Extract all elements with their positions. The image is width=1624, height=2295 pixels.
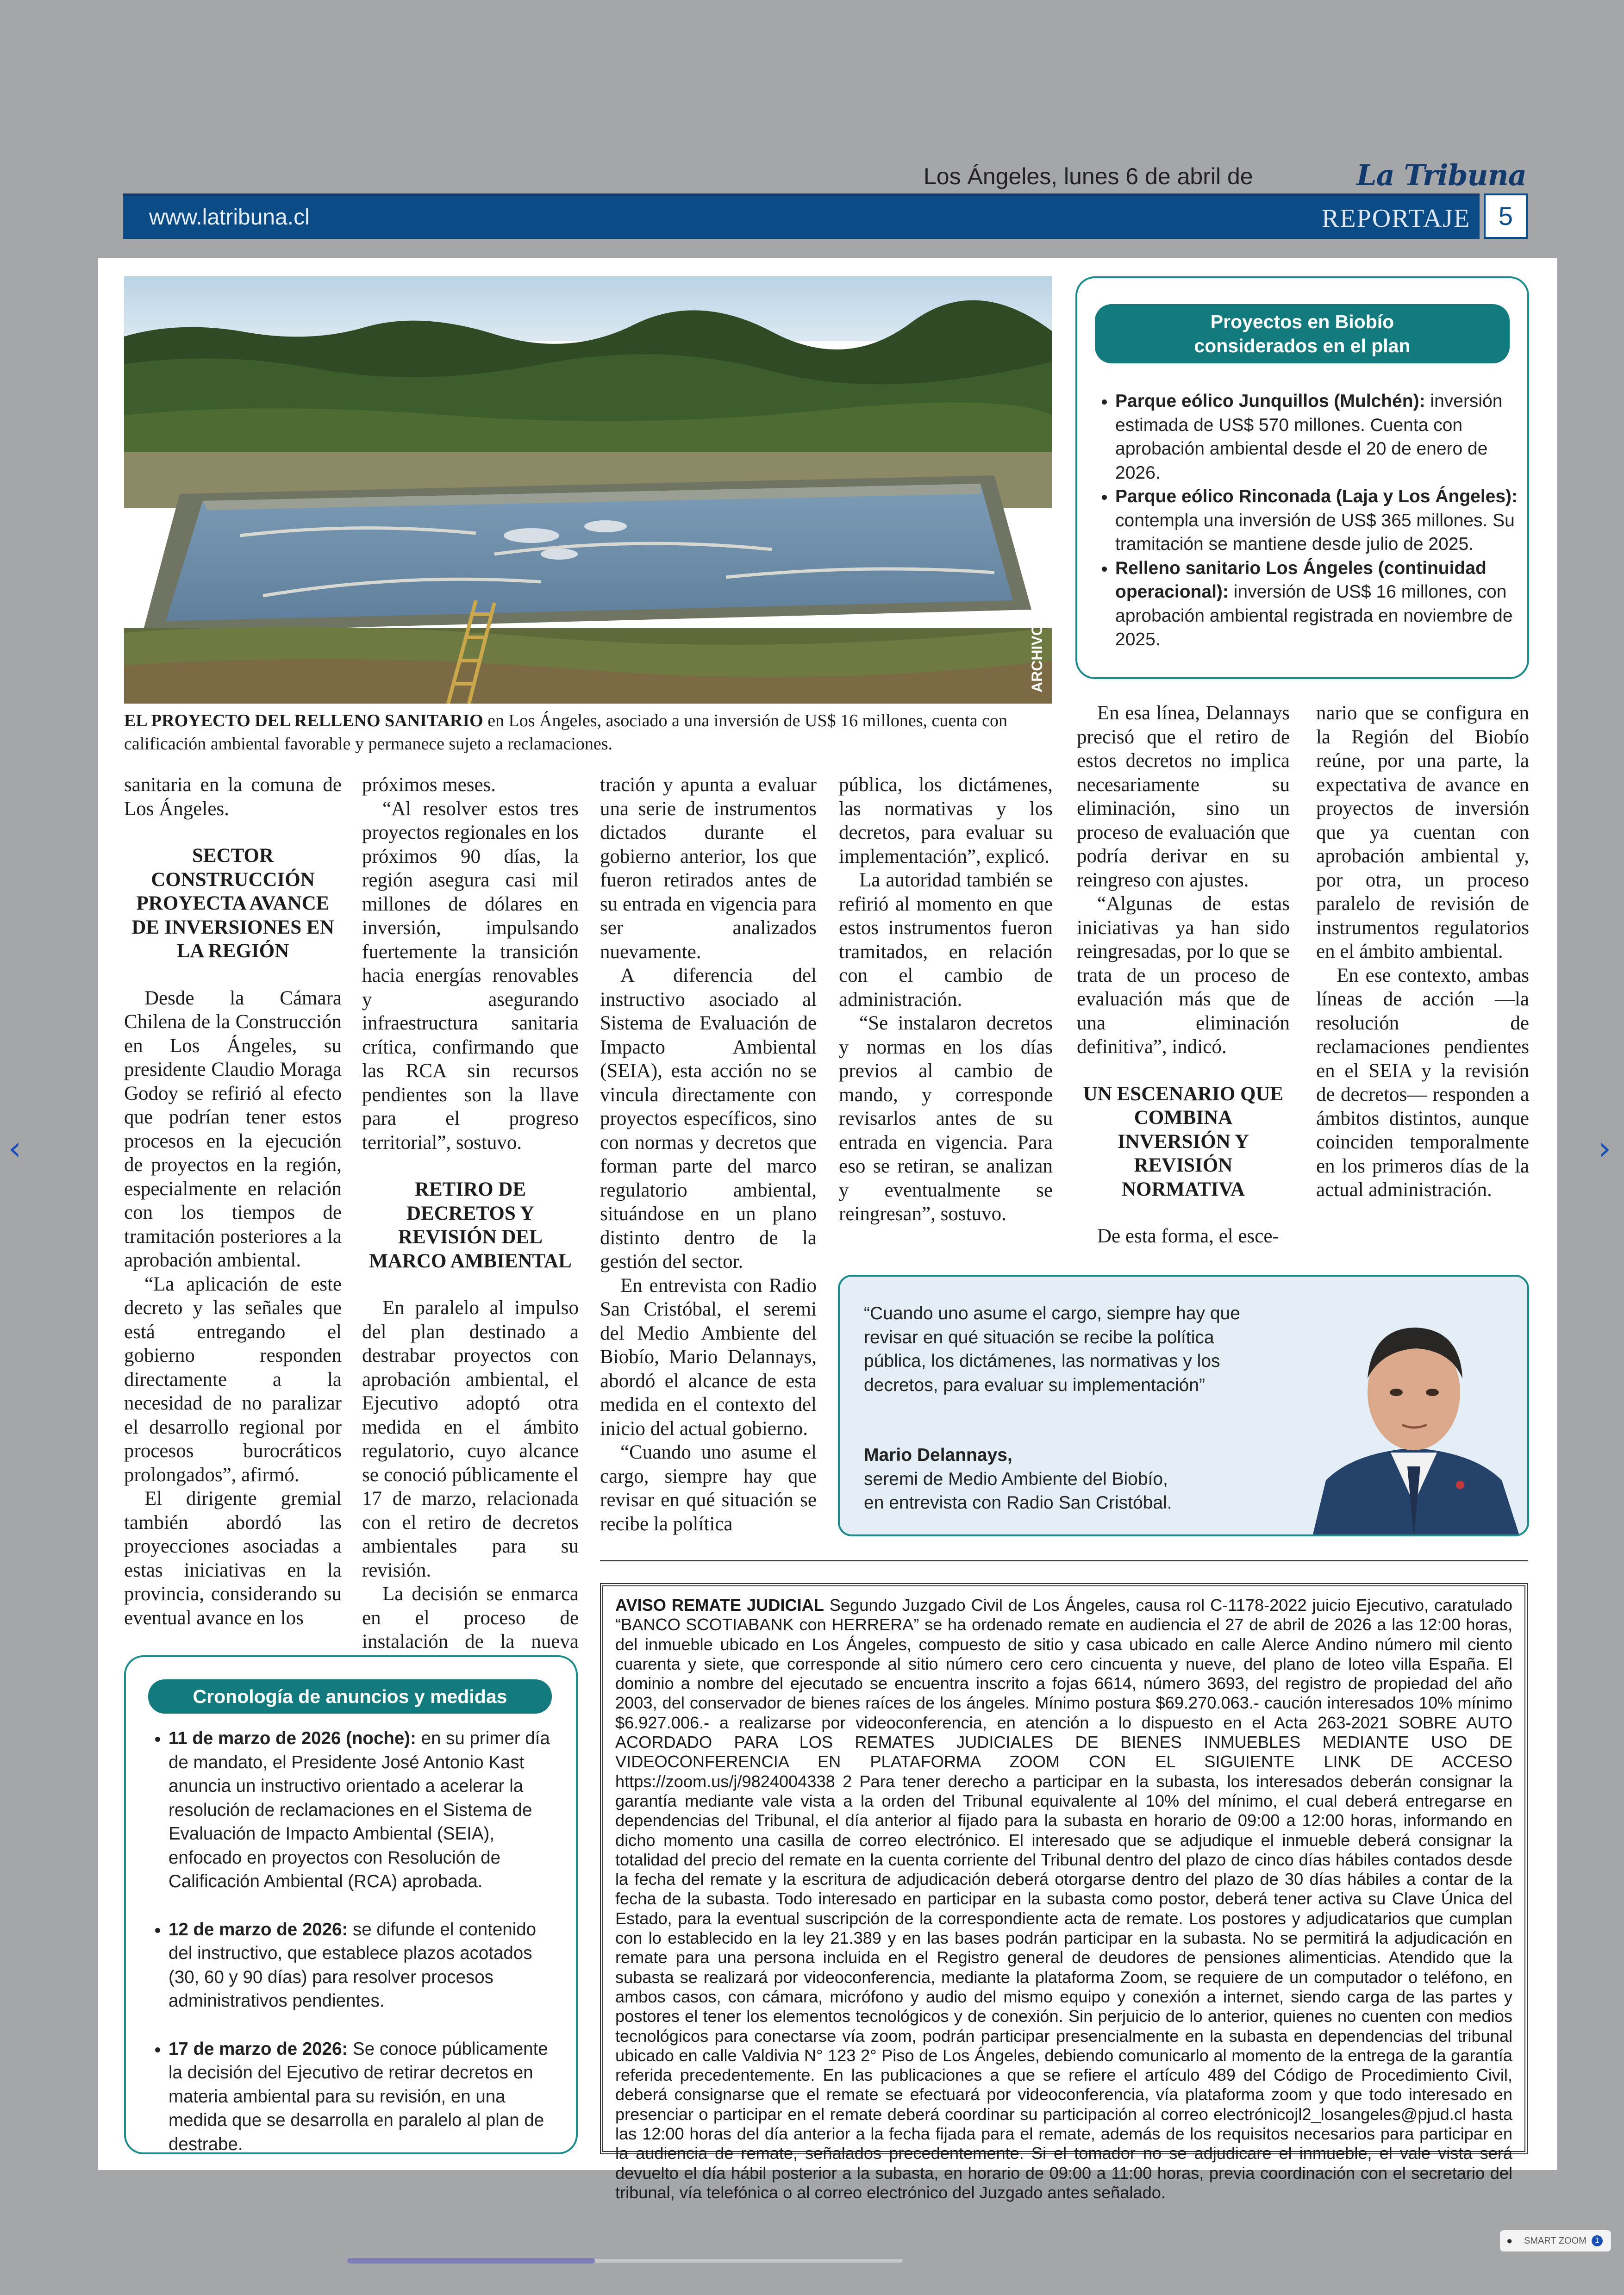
smart-zoom-count: 1 bbox=[1592, 2235, 1603, 2246]
quote-attribution bbox=[864, 1443, 1280, 1515]
article-column-4 bbox=[839, 773, 1053, 1226]
page-number: 5 bbox=[1484, 193, 1528, 239]
paragraph: tración y apunta a evaluar una serie de instrumentos dictados durante el gobierno anterior, los que fueron retirados antes de su entrada en vigencia para ser analizados nuevamente. bbox=[600, 774, 817, 963]
projects-list bbox=[1096, 389, 1518, 652]
projects-box-title bbox=[1095, 304, 1510, 363]
paragraph: “Al resolver estos tres proyectos regionales en los próximos 90 días, la región asegura casi mil millones de dólares en inversión, impulsando fuertemente la transición hacia energías renovables y asegurando infraestructura sanitaria crítica, confirmando que las RCA sin recursos pendientes son la llave para el progreso territorial”, sostuvo. bbox=[362, 798, 579, 1154]
quote-box bbox=[838, 1275, 1529, 1536]
divider bbox=[600, 1560, 1528, 1561]
section-name: REPORTAJE bbox=[1322, 204, 1471, 233]
projects-box-title-line1: Proyectos en Biobío bbox=[1210, 311, 1394, 332]
paragraph: “Se instalaron decretos y normas en los días previos al cambio de mando, y corresponde revisarlos antes de su entrada en vigencia. Para eso se retiran, se analizan y eventualmente se reingresan”, sostuvo. bbox=[839, 1012, 1053, 1225]
portrait-photo bbox=[1298, 1286, 1529, 1536]
paragraph: En paralelo al impulso del plan destinado a destrabar proyectos con aprobación ambiental, el Ejecutivo adoptó otra medida en el ámbito regulatorio, cuyo alcance se conoció públicamente el 17 de marzo, relacionada con el retiro de decretos ambientales para su revisión. bbox=[362, 1297, 579, 1581]
newspaper-logo: La Tribuna bbox=[1356, 158, 1526, 192]
caption-text: en Los Ángeles, asociado a una inversión de US$ 16 millones, cuenta con calificación ambiental favorable y permanece sujeto a reclamaciones. bbox=[124, 711, 1008, 754]
list-item: • Parque eólico Rinconada (Laja y Los Ángeles): contempla una inversión de US$ 365 millones. Su tramitación se mantiene desde julio de 2025. bbox=[1115, 485, 1518, 556]
projects-box-title-line2: considerados en el plan bbox=[1194, 335, 1411, 356]
list-item: • Relleno sanitario Los Ángeles (continuidad operacional): inversión de US$ 16 millones, con aprobación ambiental registrada en noviembre de 2025. bbox=[1115, 556, 1518, 652]
article-column-5 bbox=[1077, 701, 1290, 1248]
paragraph: “Algunas de estas iniciativas ya han sido reingresadas, por lo que se trata de un proceso de evaluación más que de una eliminación definitiva”, indicó. bbox=[1077, 893, 1290, 1058]
paragraph: nario que se configura en la Región del Biobío reúne, por una parte, la expectativa de avance en proyectos de inversión que ya cuentan con aprobación ambiental y, por otra, un proceso paralelo de revisión de instrumentos regulatorios en el ámbito ambiental. bbox=[1316, 702, 1529, 962]
quote-text: “Cuando uno asume el cargo, siempre hay que revisar en qué situación se recibe la política pública, los dictámenes, las normativas y los decretos, para evaluar su implementación” bbox=[864, 1303, 1240, 1395]
header-date: Los Ángeles, lunes 6 de abril de bbox=[924, 163, 1253, 189]
paragraph: A diferencia del instructivo asociado al Sistema de Evaluación de Impacto Ambiental (SEIA), esta acción no se vincula directamente con proyectos específicos, sino con normas y decretos que forman parte del marco regulatorio ambiental, situándose en un plano distinto dentro de la gestión del sector. bbox=[600, 965, 817, 1272]
next-page-arrow-icon[interactable]: › bbox=[1598, 1129, 1611, 1167]
projects-box bbox=[1075, 276, 1529, 679]
paragraph: De esta forma, el esce- bbox=[1097, 1225, 1279, 1247]
paragraph: sanitaria en la comuna de Los Ángeles. bbox=[124, 774, 342, 820]
caption-lead: EL PROYECTO DEL RELLENO SANITARIO bbox=[124, 711, 483, 730]
section-bar bbox=[123, 193, 1480, 239]
chronology-box bbox=[124, 1655, 578, 2154]
paragraph: El dirigente gremial también abordó las proyecciones asociadas a estas iniciativas en la provincia, considerando su eventual avance en los bbox=[124, 1488, 342, 1629]
notice-text: Segundo Juzgado Civil de Los Ángeles, causa rol C-1178-2022 juicio Ejecutivo, caratulado “BANCO SCOTIABANK con HERRERA” se ha ordenado remate en audiencia el 27 de abril de 2026 a las 12:00 horas, del inmueble ubicado en Los Ángeles, compuesto de sitio y casa ubicado en calle Alerce Andino número mil ciento cuarenta y siete, que corresponde al sitio número cero cero cincuenta y nueve, del plano de loteo villa España. El dominio a nombre del ejecutado se encuentra inscrito a fojas 6614, número 3693, del registro de propiedad del año 2003, del conservador de bienes raíces de los ángeles. Mínimo postura $69.270.063.- caución interesados 10% mínimo $6.927.006.- a realizarse por videoconferencia, en atención a lo dispuesto en el Acta 263-2021 SOBRE AUTO ACORDADO PARA LOS REMATES JUDICIALES DE BIENES INMUEBLES MEDIANTE USO DE VIDEOCONFERENCIA EN PLATAFORMA ZOOM CON EL SIGUIENTE LINK DE ACCESO https://zoom.us/j/9824004338 2 Para tener derecho a participar en la subasta, los interesados deberán consignar la garantía mediante vale vista a la orden del Tribunal equivalente al 10% del mínimo, el cual deberá entregarse en dependencias del Tribunal, el día anterior al fijado para la subasta en horario de 09:00 a 12:00 horas, informando en dicho momento una casilla de correo electrónico. El interesado que se adjudique el inmueble deberá consignar la totalidad del precio del remate en la cuenta corriente del Tribunal dentro del plazo de cinco días hábiles contados desde la fecha del remate y la escritura de adjudicación deberá otorgarse dentro del plazo de 30 días hábiles a contar de la fecha de la subasta. Todo interesado en participar en la subasta como postor, deberá tener activa su Clave Única del Estado, para la eventual suscripción de la correspondiente acta de remate. Los postores y adjudicatarios que cumplan con lo establecido en la ley 21.389 y en las bases podrán participar en la subasta. No se permitirá la adjudicación en remate para una persona incluida en el Registro general de deudores de pensiones alimenticias. Atendido que la subasta se realizará por videoconferencia, mediante la plataforma Zoom, se requiere de un computador o teléfono, en ambos casos, con cámara, micrófono y audio del mismo equipo y conexión a internet, siendo carga de las partes y postores el tener los elementos tecnológicos y de conexión. Sin perjuicio de lo anterior, quienes no cuenten con medios tecnológicos para conectarse vía zoom, podrán participar presencialmente en la subasta en dependencias del tribunal ubicado en calle Valdivia N° 123 2° Piso de Los Ángeles, debiendo comunicarlo al momento de la entrega de la garantía referida precedentemente. En las publicaciones a que se refiere el artículo 489 del Código de Procedimiento Civil, deberá consignarse que el remate se efectuará por videoconferencia, vía plataforma zoom y que todo interesado en presenciar o participar en el remate deberá coordinar su participación al correo electrónicojl2_losangeles@pjud.cl hasta las 12:00 horas del día anterior a la fecha fijada para el remate, además de los requisitos necesarios para participar en la audiencia de remate, señalados precedentemente. Si el tomador no se adjudicare el inmueble, el vale vista será devuelto el día hábil posterior a la subasta, en horario de 09:00 a 11:00 horas, previa coordinación con el secretario del tribunal, vía telefónica o al correo electrónico del Juzgado antes señalado. bbox=[615, 1596, 1512, 2202]
site-url[interactable]: www.latribuna.cl bbox=[149, 205, 310, 230]
article-column-1 bbox=[124, 773, 342, 1630]
paragraph: próximos meses. bbox=[362, 774, 496, 796]
page-scrollbar-thumb[interactable] bbox=[347, 2258, 595, 2264]
chronology-list bbox=[149, 1727, 562, 2156]
photo-credit bbox=[1029, 669, 1046, 692]
notice-lead: AVISO REMATE JUDICIAL bbox=[615, 1596, 824, 1615]
chronology-title: Cronología de anuncios y medidas bbox=[148, 1679, 552, 1714]
article-column-2 bbox=[362, 773, 579, 1678]
article-column-6 bbox=[1316, 701, 1529, 1202]
paragraph: La decisión se enmarca en el proceso de instalación de la nueva bbox=[362, 1583, 579, 1653]
landfill-photo bbox=[124, 276, 1052, 704]
landfill-photo-illustration bbox=[124, 276, 1052, 704]
list-item: • 12 de marzo de 2026: se difunde el contenido del instructivo, que establece plazos acotados (30, 60 y 90 días) para resolver procesos administrativos pendientes. bbox=[169, 1918, 562, 2013]
subheading: RETIRO DE DECRETOS Y REVISIÓN DEL MARCO AMBIENTAL bbox=[369, 1179, 572, 1272]
quote-name: Mario Delannays, bbox=[864, 1445, 1012, 1465]
paragraph: En entrevista con Radio San Cristóbal, el seremi del Medio Ambiente del Biobío, Mario Delannays, abordó el alcance de esta medida en el contexto del inicio del actual gobierno. bbox=[600, 1274, 817, 1440]
article-column-3 bbox=[600, 773, 817, 1536]
prev-page-arrow-icon[interactable]: ‹ bbox=[8, 1129, 21, 1167]
paragraph: La autoridad también se refirió al momento en que estos instrumentos fueron tramitados, en relación con el cambio de administración. bbox=[839, 869, 1053, 1010]
eye-icon: ● bbox=[1506, 2235, 1513, 2246]
smart-zoom-label: SMART ZOOM bbox=[1524, 2236, 1587, 2246]
paragraph: En ese contexto, ambas líneas de acción —la resolución de reclamaciones pendientes en el SEIA y la revisión de decretos— responden a ámbitos distintos, aunque coinciden temporalmente en los primeros días de la actual administración. bbox=[1316, 964, 1529, 1201]
list-item: • 11 de marzo de 2026 (noche): en su primer día de mandato, el Presidente José Antonio Kast anuncia un instructivo orientado a acelerar la resolución de reclamaciones en el Sistema de Evaluación de Impacto Ambiental (SEIA), enfocado en proyectos con Resolución de Calificación Ambiental (RCA) aprobada. bbox=[169, 1727, 562, 1894]
list-item: • 17 de marzo de 2026: Se conoce públicamente la decisión del Ejecutivo de retirar decretos en materia ambiental para su revisión, en una medida que se desarrolla en paralelo al plan de destrabe. bbox=[169, 2037, 562, 2157]
subheading: SECTOR CONSTRUCCIÓN PROYECTA AVANCE DE INVERSIONES EN LA REGIÓN bbox=[131, 845, 334, 962]
subheading: UN ESCENARIO QUE COMBINA INVERSIÓN Y REVISIÓN NORMATIVA bbox=[1083, 1083, 1284, 1200]
paragraph: “Cuando uno asume el cargo, siempre hay que revisar en qué situación se recibe la política bbox=[600, 1441, 817, 1535]
paragraph: pública, los dictámenes, las normativas y los decretos, para evaluar su implementación”, explicó. bbox=[839, 774, 1053, 867]
paragraph: Desde la Cámara Chilena de la Construcción en Los Ángeles, su presidente Claudio Moraga Godoy se refirió al efecto que podrían tener estos procesos en la ejecución de proyectos en la región, especialmente en relación con los tiempos de tramitación posteriores a la aprobación ambiental. bbox=[124, 987, 342, 1271]
paragraph: En esa línea, Delannays precisó que el retiro de estos decretos no implica necesariamente su eliminación, sino un proceso de evaluación que podría derivar en su reingreso con ajustes. bbox=[1077, 702, 1290, 891]
paragraph: “La aplicación de este decreto y las señales que está entregando el gobierno responden directamente a la necesidad de no paralizar el desarrollo regional por procesos burocráticos prolongados”, afirmó. bbox=[124, 1273, 342, 1486]
quote-role-line2: en entrevista con Radio San Cristóbal. bbox=[864, 1493, 1172, 1513]
legal-notice bbox=[600, 1583, 1528, 2202]
photo-caption bbox=[124, 709, 1055, 755]
quote-role-line1: seremi de Medio Ambiente del Biobío, bbox=[864, 1469, 1168, 1489]
smart-zoom-button[interactable] bbox=[1500, 2230, 1611, 2251]
list-item: • Parque eólico Junquillos (Mulchén): inversión estimada de US$ 570 millones. Cuenta con aprobación ambiental desde el 20 de enero de 2026. bbox=[1115, 389, 1518, 485]
